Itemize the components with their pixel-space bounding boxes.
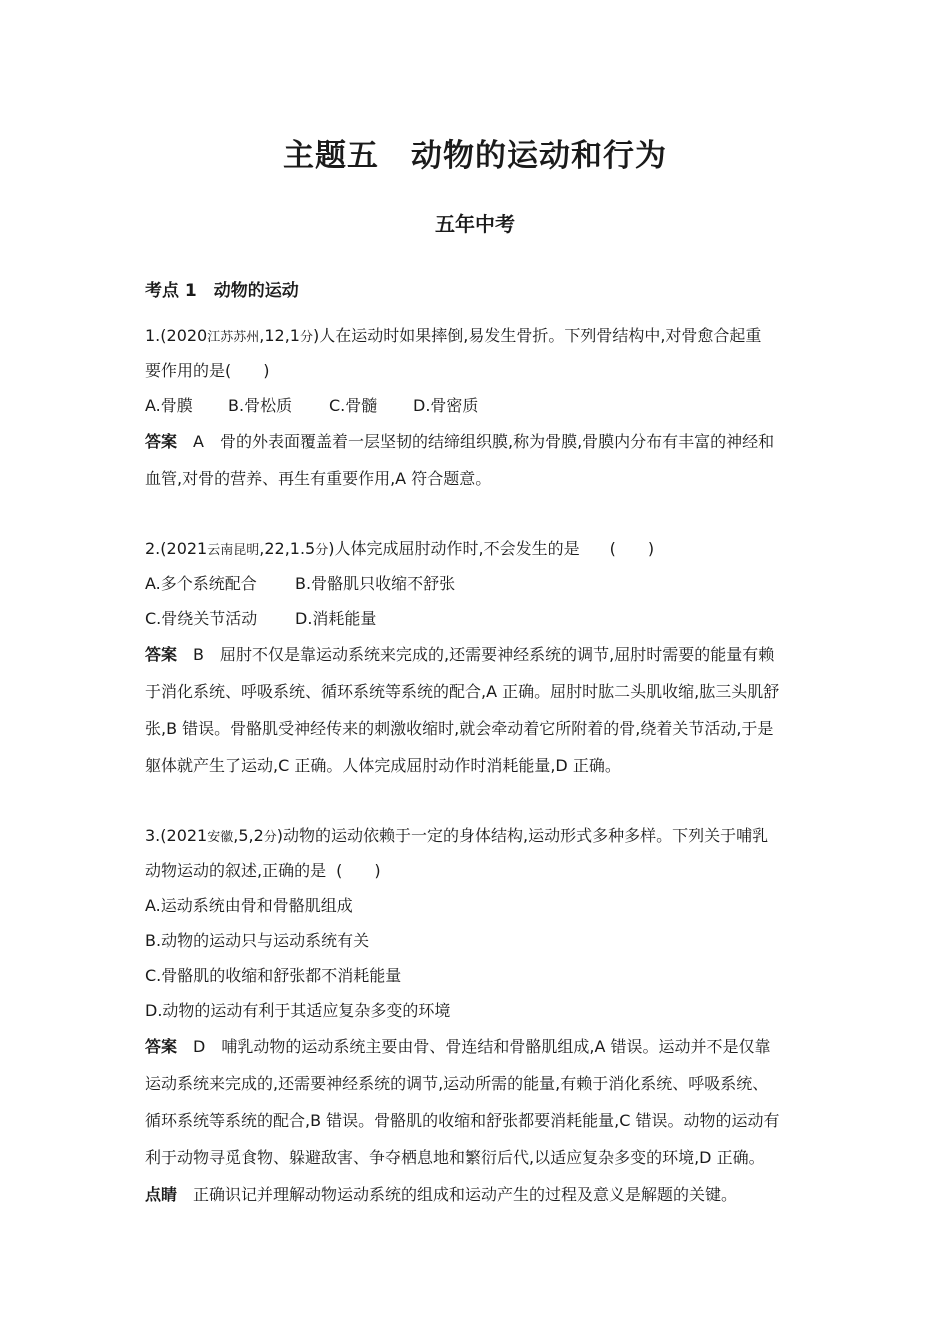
- question-meta: ,12,1: [259, 326, 300, 345]
- question-2-options-row-2: [145, 601, 810, 636]
- note-text: 正确识记并理解动物运动系统的组成和运动产生的过程及意义是解题的关键。: [193, 1185, 738, 1204]
- option-a: A.骨膜: [145, 396, 193, 415]
- option-c: C.骨髓: [329, 396, 378, 415]
- question-unit: 分: [315, 543, 329, 558]
- question-stem-text: )人体完成屈肘动作时,不会发生的是: [328, 539, 580, 558]
- answer-label: 答案: [145, 1037, 178, 1056]
- answer-text: 哺乳动物的运动系统主要由骨、骨连结和骨骼肌组成,A 错误。运动并不是仅靠: [221, 1037, 771, 1056]
- answer-blank: ( ): [336, 861, 381, 880]
- question-number: 2.(2021: [145, 539, 208, 558]
- note-label: 点睛: [145, 1185, 178, 1204]
- question-unit: 分: [299, 330, 313, 345]
- question-2-stem-line-1: [145, 531, 810, 566]
- question-1-stem-line-1: [145, 318, 810, 353]
- question-number: 3.(2021: [145, 826, 208, 845]
- option-c: C.骨绕关节活动: [145, 609, 258, 628]
- option-b: B.动物的运动只与运动系统有关: [145, 931, 370, 950]
- question-3-answer-line-2: 运动系统来完成的,还需要神经系统的调节,运动所需的能量,有赖于消化系统、呼吸系统、: [145, 1074, 769, 1093]
- question-2-answer-line-1: [145, 636, 810, 673]
- question-stem-text: )人在运动时如果摔倒,易发生骨折。下列骨结构中,对骨愈合起重: [312, 326, 762, 345]
- answer-label: 答案: [145, 432, 178, 451]
- option-b: B.骨松质: [228, 396, 293, 415]
- question-2: [145, 531, 810, 784]
- question-unit: 分: [263, 830, 277, 845]
- answer-label: 答案: [145, 645, 178, 664]
- question-stem-text: 动物运动的叙述,正确的是: [145, 861, 327, 880]
- option-d: D.动物的运动有利于其适应复杂多变的环境: [145, 1001, 451, 1020]
- question-3-stem-line-2: [145, 853, 810, 888]
- question-source: 安徽: [207, 830, 234, 845]
- question-3-answer-line-4: 利于动物寻觅食物、躲避敌害、争夺栖息地和繁衍后代,以适应复杂多变的环境,D 正确。: [145, 1148, 765, 1167]
- answer-text: 屈肘不仅是靠运动系统来完成的,还需要神经系统的调节,屈肘时需要的能量有赖: [220, 645, 775, 664]
- question-3: [145, 818, 810, 1213]
- question-3-answer-line-1: [145, 1028, 810, 1065]
- question-source: 江苏苏州: [207, 330, 260, 345]
- question-meta: ,5,2: [233, 826, 264, 845]
- question-stem-text: )动物的运动依赖于一定的身体结构,运动形式多种多样。下列关于哺乳: [276, 826, 769, 845]
- answer-text: 骨的外表面覆盖着一层坚韧的结缔组织膜,称为骨膜,骨膜内分布有丰富的神经和: [220, 432, 775, 451]
- answer-blank: ( ): [609, 539, 655, 558]
- option-b: B.骨骼肌只收缩不舒张: [295, 574, 456, 593]
- question-3-stem-line-1: [145, 818, 810, 853]
- question-2-answer-line-2: 于消化系统、呼吸系统、循环系统等系统的配合,A 正确。屈肘时肱二头肌收缩,肱三头肌舒: [145, 682, 780, 701]
- option-d: D.骨密质: [413, 396, 479, 415]
- page-title: 主题五 动物的运动和行为: [283, 138, 667, 174]
- answer-letter: D: [193, 1037, 206, 1056]
- answer-letter: A: [193, 432, 204, 451]
- question-1-stem-line-2: 要作用的是( ): [145, 361, 270, 380]
- question-meta: ,22,1.5: [259, 539, 316, 558]
- question-1: [145, 318, 810, 497]
- question-1-answer-line-1: [145, 423, 810, 460]
- page-subtitle: 五年中考: [435, 212, 515, 236]
- question-1-options: [145, 388, 810, 423]
- question-2-answer-line-3: 张,B 错误。骨骼肌受神经传来的刺激收缩时,就会牵动着它所附着的骨,绕着关节活动,于是: [145, 719, 774, 738]
- option-a: A.运动系统由骨和骨骼肌组成: [145, 896, 353, 915]
- question-3-answer-line-3: 循环系统等系统的配合,B 错误。骨骼肌的收缩和舒张都要消耗能量,C 错误。动物的运动有: [145, 1111, 780, 1130]
- question-3-note: [145, 1176, 810, 1213]
- option-a: A.多个系统配合: [145, 574, 257, 593]
- option-c: C.骨骼肌的收缩和舒张都不消耗能量: [145, 966, 402, 985]
- question-source: 云南昆明: [207, 543, 260, 558]
- question-2-options-row-1: [145, 566, 810, 601]
- section-heading: 考点 1 动物的运动: [145, 281, 299, 301]
- answer-letter: B: [193, 645, 205, 664]
- question-1-answer-line-2: 血管,对骨的营养、再生有重要作用,A 符合题意。: [145, 469, 492, 488]
- option-d: D.消耗能量: [295, 609, 377, 628]
- question-2-answer-line-4: 躯体就产生了运动,C 正确。人体完成屈肘动作时消耗能量,D 正确。: [145, 756, 621, 775]
- question-number: 1.(2020: [145, 326, 208, 345]
